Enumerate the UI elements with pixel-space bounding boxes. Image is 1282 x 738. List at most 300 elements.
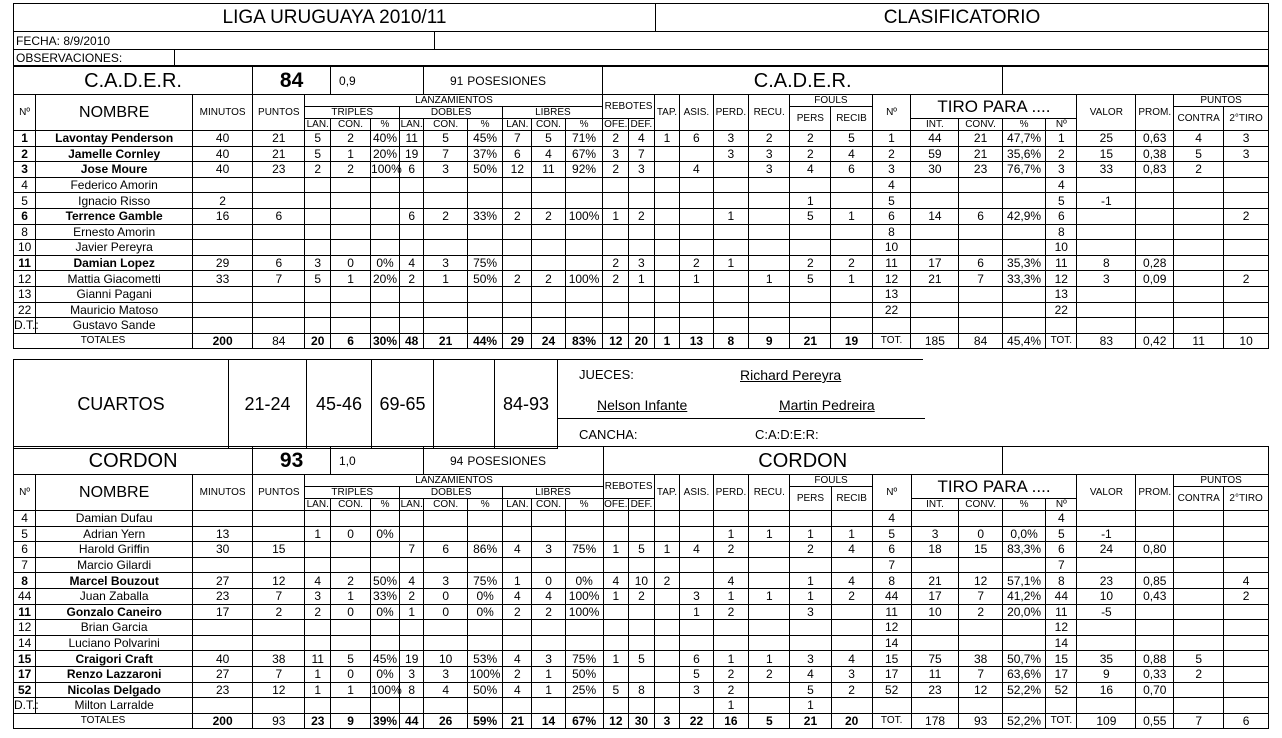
blank-cell — [1046, 698, 1077, 714]
stat-lp: 75% — [565, 542, 603, 558]
stat-rf: 4 — [831, 651, 872, 667]
col-segundo-tiro: 2°TIRO — [1224, 487, 1269, 511]
team-name-right: CORDON — [603, 447, 1002, 475]
total-pts: 84 — [253, 333, 305, 349]
total-dp: 59% — [467, 713, 503, 729]
blank-cell — [400, 698, 424, 714]
stat-ll: 6 — [503, 146, 532, 162]
officials-box — [558, 360, 923, 449]
stat-contra: 4 — [1174, 131, 1224, 147]
stat-ll: 4 — [503, 588, 532, 604]
col-triples: TRIPLES — [305, 107, 400, 119]
stat-tc — [331, 193, 371, 209]
blank-cell — [503, 318, 532, 334]
player-number: 7 — [14, 557, 36, 573]
stat-pts: 12 — [253, 573, 305, 589]
stat-pf: 4 — [790, 162, 831, 178]
shot-conv: 23 — [959, 162, 1003, 178]
stat-lc — [532, 255, 565, 271]
stat-segundo-tiro — [1224, 255, 1269, 271]
stat-min — [193, 286, 253, 302]
stat-valor: 9 — [1077, 666, 1136, 682]
team-0-stats-table — [13, 66, 1269, 349]
blank-cell — [911, 698, 959, 714]
stat-min — [193, 635, 253, 651]
stat-contra — [1174, 240, 1224, 256]
stat-as: 3 — [680, 588, 713, 604]
stat-pts: 38 — [253, 651, 305, 667]
stat-df: 2 — [629, 208, 655, 224]
stat-re — [749, 255, 790, 271]
stat-pe — [713, 557, 749, 573]
player-number-2: 5 — [872, 526, 911, 542]
stat-dc — [424, 511, 467, 527]
table-row — [14, 542, 1269, 558]
stat-prom — [1136, 302, 1174, 318]
stat-pe: 1 — [713, 255, 749, 271]
col-d-lan: LAN. — [400, 498, 423, 510]
table-row — [14, 193, 1269, 209]
stat-lp — [565, 302, 603, 318]
stat-as — [680, 620, 713, 636]
stat-tc: 0 — [331, 255, 371, 271]
player-number: 15 — [14, 651, 36, 667]
stat-pf: 1 — [790, 573, 831, 589]
col-prom: PROM. — [1136, 475, 1174, 511]
player-number-2: 12 — [872, 620, 911, 636]
stat-tap — [654, 666, 680, 682]
stat-prom: 0,83 — [1136, 162, 1174, 178]
total-pf: 21 — [790, 713, 831, 729]
stat-tp: 0% — [371, 526, 400, 542]
stat-min: 40 — [193, 651, 253, 667]
total-dp: 44% — [467, 333, 503, 349]
shot-pct: 41,2% — [1002, 588, 1045, 604]
stat-dl: 1 — [400, 604, 424, 620]
stat-re — [749, 620, 790, 636]
stat-tp: 33% — [371, 588, 400, 604]
stat-pe: 4 — [713, 573, 749, 589]
stat-tc: 2 — [331, 162, 371, 178]
stat-dl: 8 — [400, 682, 424, 698]
team-1-stats-table — [13, 446, 1269, 729]
stat-pts: 15 — [253, 542, 305, 558]
coach-stat-pf — [790, 318, 831, 334]
stat-tp — [371, 542, 400, 558]
blank-cell — [603, 698, 629, 714]
stat-prom: 0,43 — [1136, 588, 1174, 604]
shot-pct — [1002, 286, 1045, 302]
stat-lc — [532, 511, 565, 527]
stat-pts: 12 — [253, 682, 305, 698]
player-number-2: 13 — [872, 286, 911, 302]
blank-cell — [503, 698, 532, 714]
player-number: 4 — [14, 177, 36, 193]
stat-of: 2 — [603, 131, 629, 147]
blank-cell — [331, 318, 371, 334]
stat-lp: 100% — [565, 271, 603, 287]
col-nro-2: Nº — [872, 475, 911, 511]
stat-tl — [305, 302, 331, 318]
shot-int: 23 — [911, 682, 959, 698]
stat-tl — [305, 193, 331, 209]
stat-dp: 100% — [467, 666, 503, 682]
player-number-2: 10 — [872, 240, 911, 256]
stat-lp — [565, 255, 603, 271]
stat-re — [749, 177, 790, 193]
stat-tap — [654, 682, 680, 698]
stat-rf — [831, 620, 872, 636]
player-name: Brian Garcia — [36, 620, 193, 636]
blank-cell — [1002, 698, 1045, 714]
total-df: 20 — [629, 333, 655, 349]
total-prom: 0,55 — [1136, 713, 1174, 729]
stat-prom — [1136, 511, 1174, 527]
player-number-2: 3 — [872, 162, 911, 178]
col-perd: PERD. — [713, 475, 749, 511]
shot-pct: 76,7% — [1002, 162, 1045, 178]
team-name: C.A.D.E.R. — [14, 67, 253, 95]
stat-tl — [305, 557, 331, 573]
stat-of: 1 — [603, 588, 629, 604]
stat-dl: 3 — [400, 666, 424, 682]
shot-pct: 42,9% — [1002, 208, 1045, 224]
blank-cell — [1136, 318, 1174, 334]
col-asis: ASIS. — [680, 475, 713, 511]
stat-tl: 1 — [305, 526, 331, 542]
player-number: 8 — [14, 224, 36, 240]
stat-df: 8 — [629, 682, 655, 698]
stat-df — [629, 177, 655, 193]
total-of: 12 — [603, 713, 629, 729]
stat-pe: 2 — [713, 666, 749, 682]
stat-dc: 1 — [424, 271, 467, 287]
col-rebotes: REBOTES — [603, 95, 654, 119]
stat-ll — [503, 526, 532, 542]
stat-dl — [399, 286, 423, 302]
blank-cell — [629, 698, 655, 714]
shot-int — [911, 557, 959, 573]
stat-pf: 3 — [790, 604, 831, 620]
stat-as — [680, 240, 713, 256]
totals-tot-label: TOT. — [872, 333, 911, 349]
possessions-label: POSESIONES — [467, 447, 603, 475]
col-t-pct: % — [371, 119, 400, 131]
stat-lc: 5 — [532, 131, 565, 147]
col-valor: VALOR — [1077, 475, 1136, 511]
stat-valor — [1077, 208, 1136, 224]
table-row — [14, 620, 1269, 636]
stat-segundo-tiro — [1224, 224, 1269, 240]
col-prom: PROM. — [1136, 95, 1174, 131]
stat-of — [603, 604, 629, 620]
shot-pct — [1002, 302, 1045, 318]
stat-ll: 4 — [503, 651, 532, 667]
total-tc: 9 — [331, 713, 371, 729]
stat-segundo-tiro: 2 — [1224, 208, 1269, 224]
stat-lp: 0% — [565, 573, 603, 589]
stat-min — [193, 557, 253, 573]
stat-rf: 4 — [831, 146, 872, 162]
stat-tc: 2 — [331, 131, 371, 147]
stat-dp — [467, 511, 503, 527]
stat-tc: 0 — [331, 604, 371, 620]
stat-lc: 0 — [532, 573, 565, 589]
stat-tp — [371, 635, 400, 651]
stat-lc — [532, 526, 565, 542]
blank-cell — [305, 318, 331, 334]
shot-conv: 12 — [959, 573, 1002, 589]
stat-re — [749, 193, 790, 209]
table-row — [14, 573, 1269, 589]
shot-conv — [959, 240, 1003, 256]
stat-valor: -1 — [1077, 193, 1136, 209]
col-nro-2: Nº — [872, 95, 911, 131]
stat-rf — [831, 511, 872, 527]
stat-of: 2 — [603, 255, 629, 271]
stat-df — [629, 635, 655, 651]
player-number-3: 4 — [1046, 177, 1077, 193]
col-d-pct: % — [467, 119, 503, 131]
total-pts: 93 — [253, 713, 305, 729]
stat-prom — [1136, 286, 1174, 302]
col-def: DEF. — [630, 118, 653, 130]
shot-conv: 2 — [959, 604, 1002, 620]
stat-valor — [1077, 620, 1136, 636]
stat-ll: 2 — [503, 271, 532, 287]
stat-segundo-tiro — [1224, 620, 1269, 636]
stat-tc — [331, 511, 371, 527]
totals-row — [14, 713, 1269, 729]
stat-pf: 5 — [790, 208, 831, 224]
stat-df — [629, 511, 655, 527]
col-t-con: CON. — [331, 119, 371, 131]
stat-df: 10 — [629, 573, 655, 589]
stat-dl: 19 — [399, 146, 423, 162]
stat-pf: 2 — [790, 255, 831, 271]
blank-cell — [399, 318, 423, 334]
col-nombre: NOMBRE — [36, 95, 193, 131]
stat-valor — [1077, 635, 1136, 651]
stat-tp — [371, 620, 400, 636]
stat-tap: 1 — [654, 542, 680, 558]
col-recu: RECU. — [749, 95, 790, 131]
stat-of: 1 — [603, 208, 629, 224]
player-name: Damian Dufau — [36, 511, 193, 527]
stat-min: 27 — [193, 573, 253, 589]
stat-df — [629, 666, 655, 682]
player-number-3: 10 — [1046, 240, 1077, 256]
stat-dl: 7 — [400, 542, 424, 558]
stat-tl: 11 — [305, 651, 331, 667]
stat-valor — [1077, 240, 1136, 256]
stat-pf — [790, 286, 831, 302]
stat-re: 3 — [749, 162, 790, 178]
stat-contra — [1174, 511, 1224, 527]
blank-cell — [565, 698, 603, 714]
stat-ll: 2 — [503, 208, 532, 224]
stat-rf — [831, 177, 872, 193]
stat-pts — [253, 557, 305, 573]
stat-tc — [331, 240, 371, 256]
stat-min: 29 — [193, 255, 253, 271]
stat-contra: 2 — [1174, 666, 1224, 682]
stat-lp — [565, 177, 603, 193]
stat-dc: 4 — [424, 682, 467, 698]
stat-as: 2 — [680, 255, 713, 271]
total-tl: 23 — [305, 713, 331, 729]
stat-of: 3 — [603, 146, 629, 162]
stat-tc: 0 — [331, 526, 371, 542]
stat-min — [193, 511, 253, 527]
team-name-right: C.A.D.E.R. — [603, 67, 1002, 95]
col-dobles: DOBLES — [400, 487, 503, 499]
stat-df: 5 — [629, 651, 655, 667]
player-number-3: 8 — [1046, 573, 1077, 589]
stat-tap — [654, 224, 680, 240]
stat-lp — [565, 635, 603, 651]
stat-lp: 100% — [565, 604, 603, 620]
blank-cell — [193, 318, 253, 334]
shot-conv: 6 — [959, 208, 1003, 224]
stat-ll — [503, 635, 532, 651]
shot-int — [911, 177, 959, 193]
col-contra: CONTRA — [1174, 487, 1224, 511]
stat-min — [193, 302, 253, 318]
shot-int: 10 — [911, 604, 959, 620]
stat-re: 1 — [749, 271, 790, 287]
col-int: INT. — [911, 119, 959, 131]
quarter-1-score: 21-24 — [229, 360, 307, 449]
total-lc: 24 — [532, 333, 565, 349]
stat-re — [749, 573, 790, 589]
stat-lp: 25% — [565, 682, 603, 698]
stat-dl — [400, 526, 424, 542]
stat-pts: 21 — [253, 146, 305, 162]
stat-tp — [371, 208, 400, 224]
total-tc: 6 — [331, 333, 371, 349]
blank-cell — [424, 318, 467, 334]
shot-conv — [959, 557, 1002, 573]
stat-pe: 2 — [713, 604, 749, 620]
stat-re: 1 — [749, 651, 790, 667]
stat-re — [749, 604, 790, 620]
stat-as: 6 — [680, 651, 713, 667]
stat-tp — [371, 286, 400, 302]
blank-cell — [371, 318, 400, 334]
stat-valor: -1 — [1077, 526, 1136, 542]
shot-int — [911, 224, 959, 240]
stat-dc — [424, 635, 467, 651]
stat-lc — [532, 193, 565, 209]
stat-tl: 4 — [305, 573, 331, 589]
col-lanzamientos: LANZAMIENTOS — [305, 95, 603, 107]
table-row — [14, 526, 1269, 542]
col-tap: TAP. — [654, 95, 680, 131]
stat-dc: 0 — [424, 588, 467, 604]
player-number: 1 — [14, 131, 36, 147]
stat-valor — [1077, 224, 1136, 240]
stat-pf — [790, 620, 831, 636]
stat-of — [603, 240, 629, 256]
stat-dc — [424, 557, 467, 573]
col-t-lan: LAN. — [306, 118, 329, 130]
stat-tp — [371, 302, 400, 318]
stat-lc: 1 — [532, 666, 565, 682]
total-min: 200 — [193, 333, 253, 349]
stat-tl — [305, 511, 331, 527]
blank-cell — [532, 698, 565, 714]
stat-lc: 4 — [532, 146, 565, 162]
referee-1: Richard Pereyra — [740, 367, 842, 383]
stat-valor — [1077, 511, 1136, 527]
totals-label: TOTALES — [14, 333, 193, 349]
stat-tap — [654, 620, 680, 636]
stat-dl: 2 — [399, 271, 423, 287]
stat-min: 2 — [193, 193, 253, 209]
col-d-pct: % — [467, 499, 503, 511]
stat-dc: 5 — [424, 131, 467, 147]
table-row — [14, 177, 1269, 193]
stat-dc — [424, 193, 467, 209]
coach-name: Milton Larralde — [36, 698, 193, 714]
stat-as: 3 — [680, 682, 713, 698]
blank-cell — [603, 318, 629, 334]
table-row — [14, 286, 1269, 302]
stat-df — [629, 604, 655, 620]
total-pe: 8 — [713, 333, 749, 349]
stat-tap — [654, 193, 680, 209]
stat-dp: 75% — [467, 255, 503, 271]
shot-pct: 52,2% — [1002, 682, 1045, 698]
stat-ll: 4 — [503, 682, 532, 698]
referee-3: Martin Pedreira — [779, 397, 875, 413]
stat-tc: 1 — [331, 146, 371, 162]
player-number-3: 7 — [1046, 557, 1077, 573]
col-conv: CONV. — [959, 499, 1002, 511]
shot-int: 17 — [911, 255, 959, 271]
total-rf: 20 — [831, 713, 872, 729]
blank-cell — [1224, 698, 1269, 714]
shot-conv — [959, 193, 1003, 209]
shot-pct: 50,7% — [1002, 651, 1045, 667]
stat-tp — [371, 177, 400, 193]
shot-int: 44 — [911, 131, 959, 147]
stat-dp: 0% — [467, 604, 503, 620]
stat-contra — [1174, 635, 1224, 651]
stat-df — [629, 557, 655, 573]
total-ll: 29 — [503, 333, 532, 349]
stat-segundo-tiro: 3 — [1224, 131, 1269, 147]
stat-pf: 2 — [790, 542, 831, 558]
blank-cell — [959, 318, 1003, 334]
shot-conv — [959, 620, 1002, 636]
total-lp: 67% — [565, 713, 603, 729]
shot-int — [911, 193, 959, 209]
stat-tl — [305, 240, 331, 256]
player-name: Ernesto Amorin — [36, 224, 193, 240]
stat-pts — [253, 302, 305, 318]
player-number-3: 4 — [1046, 511, 1077, 527]
stat-pts: 2 — [253, 604, 305, 620]
dt-label: D.T.: — [14, 318, 39, 333]
total-pct: 52,2% — [1002, 713, 1045, 729]
stat-prom — [1136, 177, 1174, 193]
stat-contra: 5 — [1174, 651, 1224, 667]
col-pers: PERS — [790, 487, 831, 511]
col-t-con: CON. — [331, 499, 371, 511]
stat-pts — [253, 240, 305, 256]
